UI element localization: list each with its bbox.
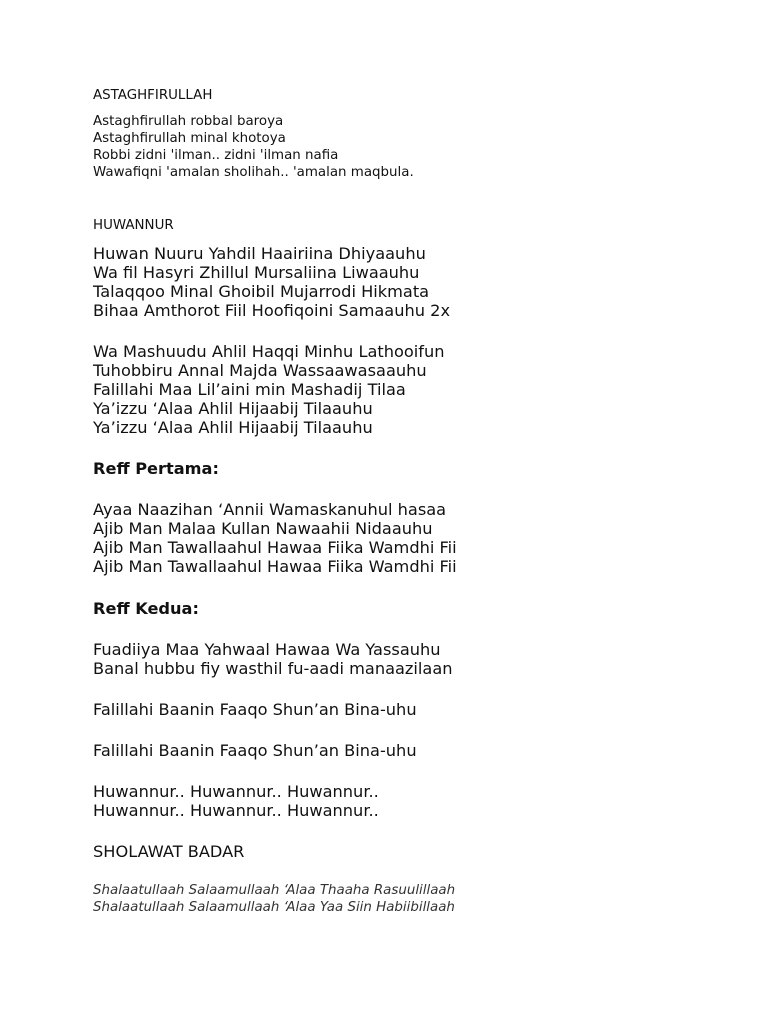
astaghfirullah-line: Wawafiqni 'amalan sholihah.. 'amalan maqbula. — [93, 165, 414, 180]
section-title-sholawat-badar: SHOLAWAT BADAR — [93, 842, 245, 861]
huwannur-verse2-line: Tuhobbiru Annal Majda Wassaawasaauhu — [93, 361, 427, 380]
section-title-huwannur: HUWANNUR — [93, 218, 174, 233]
huwannur-verse2-line: Ya’izzu ‘Alaa Ahlil Hijaabij Tilaauhu — [93, 418, 373, 437]
huwannur-verse1-line: Bihaa Amthorot Fiil Hoofiqoini Samaauhu 2x — [93, 301, 451, 320]
huwannur-verse2-line: Ya’izzu ‘Alaa Ahlil Hijaabij Tilaauhu — [93, 399, 373, 418]
huwannur-verse2-line: Wa Mashuudu Ahlil Haqqi Minhu Lathooifun — [93, 342, 445, 361]
huwannur-verse1-line: Huwan Nuuru Yahdil Haairiina Dhiyaauhu — [93, 244, 426, 263]
huwannur-verse1-line: Talaqqoo Minal Ghoibil Mujarrodi Hikmata — [93, 282, 430, 301]
sholawat-badar-line: Shalaatullaah Salaamullaah ‘Alaa Yaa Siin Habiibillaah — [93, 900, 455, 915]
reff-pertama-line: Ajib Man Malaa Kullan Nawaahii Nidaauhu — [93, 519, 433, 538]
huwannur-closing-line: Huwannur.. Huwannur.. Huwannur.. — [93, 801, 379, 820]
section-title-astaghfirullah: ASTAGHFIRULLAH — [93, 88, 213, 103]
reff-kedua-heading: Reff Kedua: — [93, 599, 199, 618]
reff-pertama-line: Ajib Man Tawallaahul Hawaa Fiika Wamdhi Fii — [93, 538, 457, 557]
reff-pertama-line: Ajib Man Tawallaahul Hawaa Fiika Wamdhi Fii — [93, 557, 457, 576]
sholawat-badar-line: Shalaatullaah Salaamullaah ‘Alaa Thaaha Rasuulillaah — [93, 883, 456, 898]
reff-pertama-line: Ayaa Naazihan ‘Annii Wamaskanuhul hasaa — [93, 500, 447, 519]
huwannur-closing-line: Huwannur.. Huwannur.. Huwannur.. — [93, 782, 379, 801]
reff-kedua-line: Banal hubbu fiy wasthil fu-aadi manaazilaan — [93, 659, 453, 678]
reff-pertama-heading: Reff Pertama: — [93, 459, 219, 478]
huwannur-verse2-line: Falillahi Maa Lil’aini min Mashadij Tilaa — [93, 380, 406, 399]
reff-kedua-line: Fuadiiya Maa Yahwaal Hawaa Wa Yassauhu — [93, 640, 441, 659]
huwannur-verse1-line: Wa fil Hasyri Zhillul Mursaliina Liwaauhu — [93, 263, 420, 282]
falillahi-line: Falillahi Baanin Faaqo Shun’an Bina-uhu — [93, 700, 417, 719]
falillahi-line: Falillahi Baanin Faaqo Shun’an Bina-uhu — [93, 741, 417, 760]
astaghfirullah-line: Robbi zidni 'ilman.. zidni 'ilman nafia — [93, 148, 339, 163]
astaghfirullah-line: Astaghfirullah minal khotoya — [93, 131, 286, 146]
astaghfirullah-line: Astaghfirullah robbal baroya — [93, 114, 284, 129]
